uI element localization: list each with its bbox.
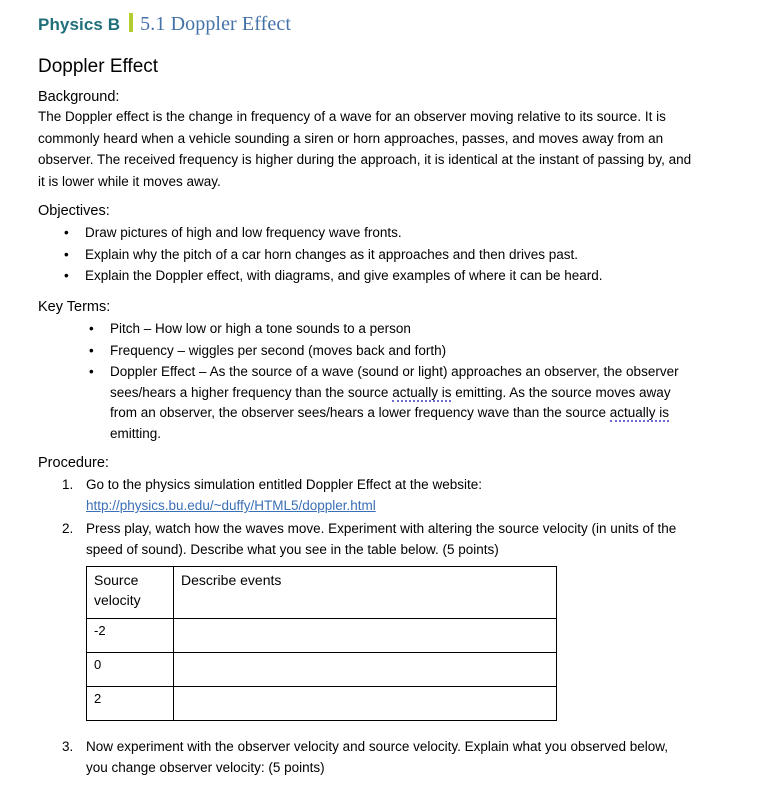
table-row xyxy=(87,653,557,687)
background-section xyxy=(38,89,694,192)
step-1-text: Go to the physics simulation entitled Doppler Effect at the website: xyxy=(86,477,482,492)
procedure-label: Procedure: xyxy=(38,455,109,471)
background-paragraph: The Doppler effect is the change in frequency of a wave for an observer moving relative to its source. It is commonly heard when a vehicle sounding a siren or horn approaches, passes, and moves away from an observer. The received frequency is higher during the approach, it is identical at the instant of passing by, and it is lower while it moves away. xyxy=(38,109,692,189)
describe-events-answer-cell[interactable] xyxy=(174,653,557,687)
velocity-value: -2 xyxy=(87,619,174,653)
objectives-list xyxy=(38,223,698,287)
bullet-icon: • xyxy=(89,364,94,379)
key-terms-section xyxy=(38,299,698,445)
table-row xyxy=(87,687,557,721)
bullet-icon: • xyxy=(64,225,69,240)
step-2-text: Press play, watch how the waves move. Experiment with altering the source velocity (in units of the speed of sound). Describe what you see in the table below. (5 points) xyxy=(86,521,677,557)
key-term-text: Doppler Effect – As the source of a wave (sound or light) approaches an observer, the observer sees/hears a higher frequency than the source actually is emitting. As the source moves away from an observer, the observer sees/hears a lower frequency wave than the source actually is emitting. xyxy=(110,364,679,441)
list-item xyxy=(38,736,678,778)
list-item xyxy=(38,341,698,362)
table-row xyxy=(87,619,557,653)
table-header-row xyxy=(87,567,557,619)
objective-text: Draw pictures of high and low frequency wave fronts. xyxy=(85,225,402,240)
key-terms-label: Key Terms: xyxy=(38,299,111,315)
background-label: Background: xyxy=(38,89,120,105)
bullet-icon: • xyxy=(64,268,69,283)
procedure-step-3-section xyxy=(38,736,678,780)
bullet-icon: • xyxy=(89,342,94,358)
procedure-section xyxy=(38,455,703,562)
bullet-icon: • xyxy=(89,321,94,336)
list-item xyxy=(38,474,703,516)
objectives-section xyxy=(38,203,698,288)
objectives-label: Objectives: xyxy=(38,203,110,219)
grammar-suggestion-text[interactable]: actually is xyxy=(609,405,670,420)
step-3-text: Now experiment with the observer velocity and source velocity. Explain what you observed below, you change observer velocity: (5 points) xyxy=(86,739,669,775)
header-divider-bar xyxy=(129,13,133,32)
describe-events-answer-cell[interactable] xyxy=(174,619,557,653)
key-term-text: Frequency – wiggles per second (moves back and forth) xyxy=(110,342,447,358)
source-velocity-table xyxy=(86,566,557,721)
procedure-list xyxy=(38,474,703,560)
key-terms-list xyxy=(38,319,698,444)
objective-text: Explain the Doppler effect, with diagrams, and give examples of where it can be heard. xyxy=(85,268,603,283)
describe-events-answer-cell[interactable] xyxy=(174,687,557,721)
simulation-link[interactable]: http://physics.bu.edu/~duffy/HTML5/doppler.html xyxy=(86,498,376,513)
list-item xyxy=(38,245,698,266)
list-item xyxy=(38,362,698,444)
velocity-value: 0 xyxy=(87,653,174,687)
objective-text: Explain why the pitch of a car horn changes as it approaches and then drives past. xyxy=(85,246,579,262)
list-item xyxy=(38,319,698,340)
table-body xyxy=(87,567,557,721)
column-header-source-velocity: Source velocity xyxy=(87,567,174,619)
list-item xyxy=(38,266,698,287)
list-item xyxy=(38,223,698,244)
course-name: Physics B xyxy=(38,15,121,34)
bullet-icon: • xyxy=(64,246,69,262)
key-term-text: Pitch – How low or high a tone sounds to a person xyxy=(110,321,411,336)
list-item xyxy=(38,518,703,560)
column-header-describe-events: Describe events xyxy=(174,567,557,619)
grammar-suggestion-text[interactable]: actually is xyxy=(392,384,452,400)
lesson-title: 5.1 Doppler Effect xyxy=(140,13,291,35)
document-header xyxy=(38,11,291,36)
velocity-value: 2 xyxy=(87,687,174,721)
procedure-list-continued xyxy=(38,736,678,778)
page-title: Doppler Effect xyxy=(38,56,159,77)
